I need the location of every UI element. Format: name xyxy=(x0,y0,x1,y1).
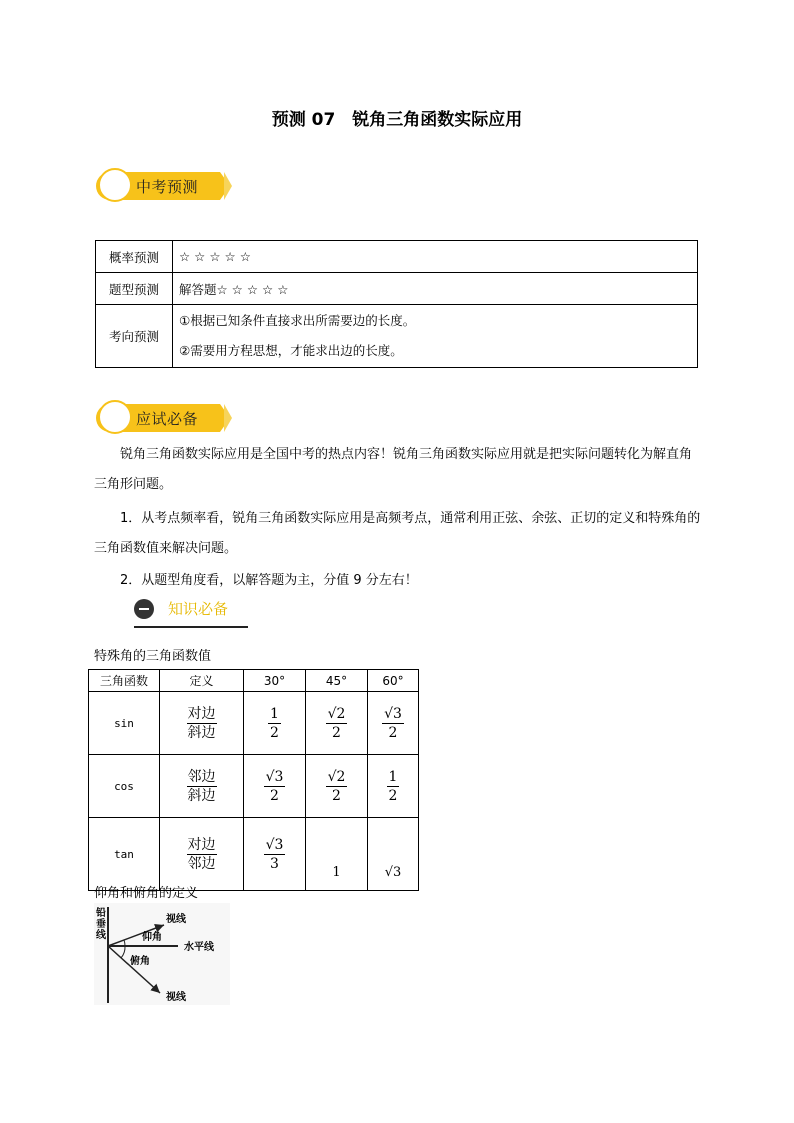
prediction-table xyxy=(95,240,698,368)
value-cell: $\frac{1}{2}$ xyxy=(368,755,419,818)
banner-circle-icon xyxy=(98,168,132,202)
banner-label: 应试必备 xyxy=(136,410,199,428)
row-line: ②需要用方程思想，才能求出边的长度。 xyxy=(179,343,403,358)
knowledge-heading: 知识必备 xyxy=(134,596,248,628)
upper-sight-label: 视线 xyxy=(166,914,186,925)
column-header: 定义 xyxy=(160,670,244,692)
trig-caption: 特殊角的三角函数值 xyxy=(94,649,212,664)
section-banner-forecast xyxy=(96,168,236,204)
table-header-row xyxy=(89,670,419,692)
func-name: tan xyxy=(89,818,160,891)
row-value: ☆ ☆ ☆ ☆ ☆ xyxy=(173,241,698,273)
vertical-label: 垂 xyxy=(96,919,106,930)
table-row xyxy=(89,818,419,891)
definition-cell: 对边 斜边 xyxy=(160,692,244,755)
trig-values-table xyxy=(88,669,419,891)
value-cell: $\frac{√3}{3}$ xyxy=(244,818,306,891)
table-row xyxy=(96,273,698,305)
table-row xyxy=(96,241,698,273)
point-1-paragraph: 1．从考点频率看，锐角三角函数实际应用是高频考点，通常利用正弦、余弦、正切的定义和特殊角的三角函数值来解决问题。 xyxy=(94,511,701,556)
func-name: sin xyxy=(89,692,160,755)
column-header: 45° xyxy=(306,670,368,692)
value-cell: $\frac{√2}{2}$ xyxy=(306,755,368,818)
column-header: 三角函数 xyxy=(89,670,160,692)
column-header: 30° xyxy=(244,670,306,692)
horizontal-line-label: 水平线 xyxy=(184,942,214,953)
page-title: 预测 07 锐角三角函数实际应用 xyxy=(271,110,523,130)
row-value xyxy=(173,305,698,368)
elevation-angle-label: 仰角 xyxy=(142,932,162,943)
column-header: 60° xyxy=(368,670,419,692)
table-row xyxy=(89,755,419,818)
depression-angle-label: 俯角 xyxy=(130,956,150,967)
definition-cell: 对边 邻边 xyxy=(160,818,244,891)
vertical-label: 线 xyxy=(96,930,106,941)
row-header: 考向预测 xyxy=(96,305,173,368)
banner-circle-icon xyxy=(98,400,132,434)
func-name: cos xyxy=(89,755,160,818)
vertical-label: 铅 xyxy=(96,908,106,919)
row-value: 解答题☆ ☆ ☆ ☆ ☆ xyxy=(173,273,698,305)
table-row xyxy=(96,305,698,368)
elevation-depression-diagram xyxy=(94,903,230,1005)
table-row xyxy=(89,692,419,755)
definition-cell: 邻边 斜边 xyxy=(160,755,244,818)
value-cell: $\frac{1}{2}$ xyxy=(244,692,306,755)
row-header: 题型预测 xyxy=(96,273,173,305)
point-2-paragraph: 2．从题型角度看，以解答题为主，分值 9 分左右！ xyxy=(120,573,418,588)
value-cell: $\frac{√3}{2}$ xyxy=(368,692,419,755)
value-cell: √3 xyxy=(368,818,419,891)
lower-sight-label: 视线 xyxy=(166,992,186,1003)
elevation-caption: 仰角和俯角的定义 xyxy=(94,886,199,901)
row-line: ①根据已知条件直接求出所需要边的长度。 xyxy=(179,313,416,328)
value-cell: $\frac{√3}{2}$ xyxy=(244,755,306,818)
intro-paragraph: 锐角三角函数实际应用是全国中考的热点内容！锐角三角函数实际应用就是把实际问题转化为解直角三角形问题。 xyxy=(94,447,693,492)
banner-label: 中考预测 xyxy=(136,178,199,196)
row-header: 概率预测 xyxy=(96,241,173,273)
section-banner-prep xyxy=(96,400,236,436)
value-cell: 1 xyxy=(306,818,368,891)
minus-circle-icon xyxy=(134,599,154,619)
value-cell: $\frac{√2}{2}$ xyxy=(306,692,368,755)
